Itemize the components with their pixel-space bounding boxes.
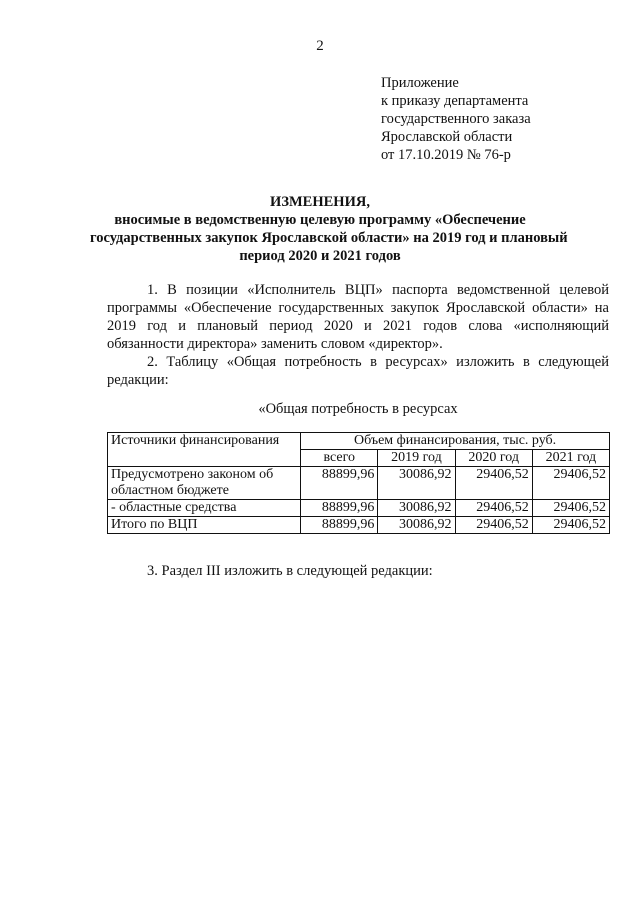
body-text (107, 281, 609, 389)
paragraph-3: 3. Раздел III изложить в следующей редакции: (147, 563, 433, 579)
header-source: Источники финансирования (108, 433, 301, 467)
cell-2019: 30086,92 (378, 517, 455, 534)
header-volume: Объем финансирования, тыс. руб. (301, 433, 610, 450)
appendix-block (381, 74, 531, 164)
row-source: - областные средства (108, 500, 301, 517)
cell-total: 88899,96 (301, 467, 378, 500)
appendix-line: к приказу департамента (381, 93, 529, 109)
cell-2020: 29406,52 (455, 500, 532, 517)
table-row (108, 500, 610, 517)
appendix-line: Ярославской области (381, 129, 513, 145)
table-row (108, 517, 610, 534)
resources-table (107, 432, 610, 534)
title-line: государственных закупок Ярославской области» на 2019 год и плановый (90, 230, 568, 246)
cell-2021: 29406,52 (532, 467, 609, 500)
cell-2019: 30086,92 (378, 467, 455, 500)
subheader-2020: 2020 год (455, 450, 532, 467)
cell-2021: 29406,52 (532, 517, 609, 534)
title-line: вносимые в ведомственную целевую программу «Обеспечение (114, 212, 526, 228)
appendix-line: от 17.10.2019 № 76-р (381, 147, 511, 163)
cell-2019: 30086,92 (378, 500, 455, 517)
subheader-2021: 2021 год (532, 450, 609, 467)
paragraph-2: 2. Таблицу «Общая потребность в ресурсах» изложить в следующей редакции: (107, 354, 609, 388)
subheader-total: всего (301, 450, 378, 467)
cell-total: 88899,96 (301, 517, 378, 534)
document-title (90, 193, 568, 265)
page-number: 2 (316, 38, 324, 54)
cell-2021: 29406,52 (532, 500, 609, 517)
appendix-line: государственного заказа (381, 111, 531, 127)
cell-2020: 29406,52 (455, 517, 532, 534)
paragraph-1: 1. В позиции «Исполнитель ВЦП» паспорта ведомственной целевой программы «Обеспечение государственных закупок Ярославской области» на 2019 год и плановый период 2020 и 2021 годов слова «исполняющий обязанности директора» заменить словом «директор». (107, 282, 609, 352)
row-source: Предусмотрено законом об областном бюджете (108, 467, 301, 500)
subheader-2019: 2019 год (378, 450, 455, 467)
title-heading: ИЗМЕНЕНИЯ, (270, 194, 370, 210)
appendix-line: Приложение (381, 75, 459, 91)
cell-total: 88899,96 (301, 500, 378, 517)
row-source: Итого по ВЦП (108, 517, 301, 534)
title-line: период 2020 и 2021 годов (239, 248, 401, 264)
table-header-row (108, 433, 610, 450)
table-row (108, 467, 610, 500)
cell-2020: 29406,52 (455, 467, 532, 500)
table-caption: «Общая потребность в ресурсах (258, 401, 458, 417)
